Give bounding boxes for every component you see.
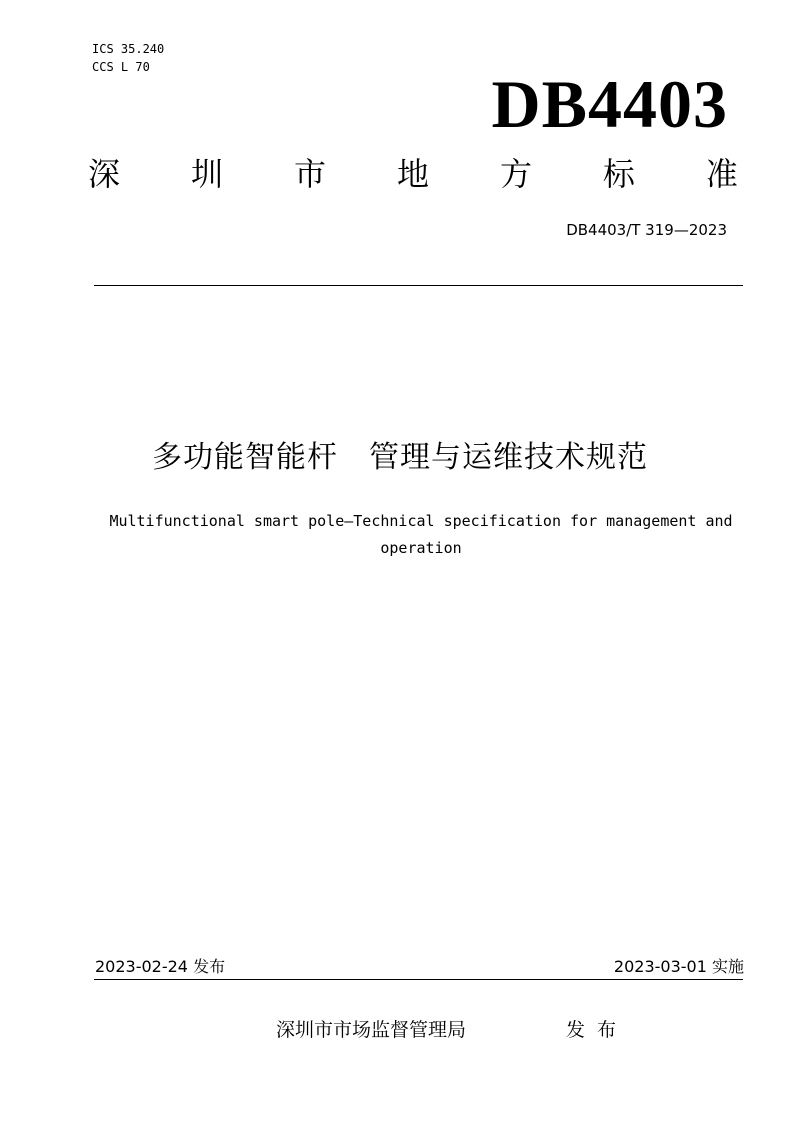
issuing-authority: 深圳市市场监督管理局 xyxy=(276,1019,467,1041)
standard-type-char: 市 xyxy=(293,155,326,193)
standard-type-char: 方 xyxy=(499,155,532,193)
document-title-chinese: 多功能智能杆 管理与运维技术规范 xyxy=(152,440,648,475)
standard-type-char: 准 xyxy=(705,155,738,193)
implement-date: 2023-03-01 实施 xyxy=(613,957,744,976)
ccs-code: CCS L 70 xyxy=(92,60,150,74)
document-title-english: Multifunctional smart pole—Technical specification for management and operation xyxy=(109,512,733,557)
standard-type-char: 圳 xyxy=(190,155,223,193)
publish-date: 2023-02-24 发布 xyxy=(95,957,226,976)
standard-type-char: 地 xyxy=(396,155,429,193)
bottom-divider xyxy=(94,979,743,980)
standard-number: DB4403/T 319—2023 xyxy=(566,221,727,239)
issue-label: 发布 xyxy=(566,1019,629,1041)
ics-code: ICS 35.240 xyxy=(92,42,165,56)
standard-type-char: 标 xyxy=(602,155,635,193)
standard-type-title xyxy=(88,152,738,196)
standard-type-char: 深 xyxy=(88,155,121,193)
top-divider xyxy=(94,285,743,286)
classification-codes xyxy=(92,40,164,76)
standard-code-logo: DB4403 xyxy=(491,66,728,142)
